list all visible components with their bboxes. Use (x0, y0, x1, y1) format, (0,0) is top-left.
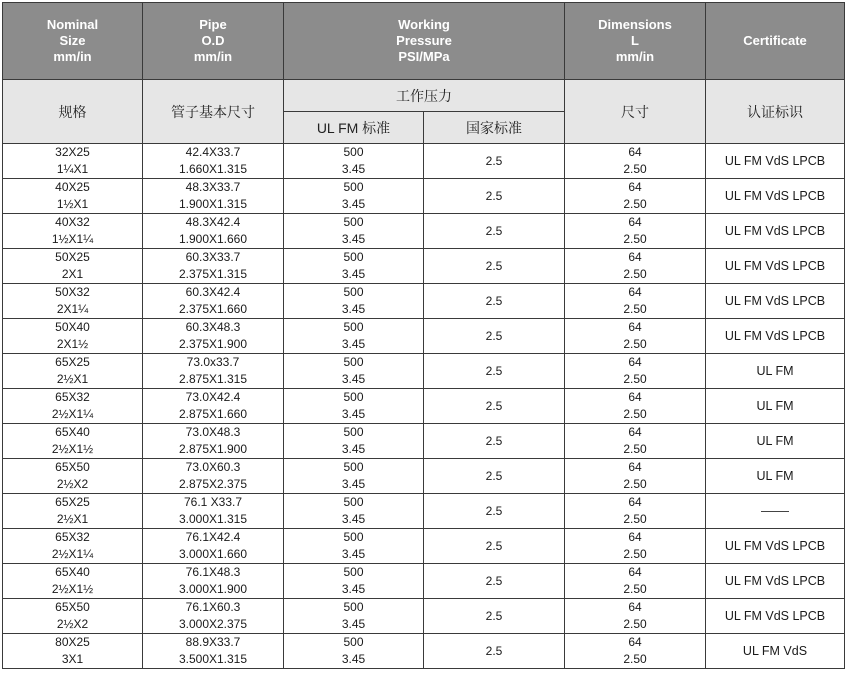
header-pressure-ul-zh: UL FM 标准 (284, 112, 424, 144)
table-row (3, 494, 845, 529)
length-mm: 64 (628, 180, 642, 194)
length-in: 2.50 (623, 337, 647, 351)
pressure-national-mpa: 2.5 (485, 573, 503, 588)
cell-pipe-od (143, 634, 284, 669)
length-mm: 64 (628, 565, 642, 579)
header-size-zh: 尺寸 (565, 80, 706, 144)
pressure-national-mpa: 2.5 (485, 608, 503, 623)
cell-nominal-size (3, 249, 143, 284)
size-mm: 65X40 (55, 565, 90, 579)
cell-nominal-size (3, 144, 143, 179)
cell-dimension-l (565, 564, 706, 599)
cell-certificate (706, 144, 845, 179)
cell-pipe-od (143, 389, 284, 424)
cell-nominal-size (3, 354, 143, 389)
cell-pressure-national (424, 214, 565, 249)
size-mm: 65X32 (55, 390, 90, 404)
header-pipe-od: Pipe O.D mm/in (143, 3, 284, 80)
pressure-mpa: 3.45 (341, 652, 366, 666)
length-mm: 64 (628, 215, 642, 229)
length-mm: 64 (628, 250, 642, 264)
size-mm: 32X25 (55, 145, 90, 159)
cell-pressure-national (424, 459, 565, 494)
cell-nominal-size (3, 494, 143, 529)
table-row (3, 179, 845, 214)
cell-pipe-od (143, 529, 284, 564)
cell-dimension-l (565, 319, 706, 354)
cell-pipe-od (143, 494, 284, 529)
cell-pressure-ul (284, 424, 424, 459)
pressure-national-mpa: 2.5 (485, 188, 503, 203)
size-in: 2X1½ (56, 337, 89, 351)
cell-pipe-od (143, 424, 284, 459)
size-mm: 50X32 (55, 285, 90, 299)
pressure-mpa: 3.45 (341, 407, 366, 421)
certificate-text: UL FM VdS LPCB (724, 573, 826, 588)
length-mm: 64 (628, 635, 642, 649)
certificate-text: UL FM VdS LPCB (724, 258, 826, 273)
table-row (3, 599, 845, 634)
table-row (3, 634, 845, 669)
size-mm: 65X50 (55, 460, 90, 474)
length-mm: 64 (628, 530, 642, 544)
size-in: 2½X2 (56, 617, 89, 631)
pressure-mpa: 3.45 (341, 197, 366, 211)
cell-pressure-ul (284, 389, 424, 424)
length-in: 2.50 (623, 442, 647, 456)
od-in: 3.000X1.315 (178, 512, 248, 526)
cell-nominal-size (3, 564, 143, 599)
cell-pressure-ul (284, 459, 424, 494)
od-mm: 42.4X33.7 (185, 145, 241, 159)
length-in: 2.50 (623, 547, 647, 561)
cell-pressure-ul (284, 494, 424, 529)
length-in: 2.50 (623, 267, 647, 281)
table-row (3, 389, 845, 424)
cell-certificate (706, 494, 845, 529)
od-in: 1.900X1.315 (178, 197, 248, 211)
od-in: 2.875X2.375 (178, 477, 248, 491)
header-certificate: Certificate (706, 3, 845, 80)
size-mm: 65X25 (55, 495, 90, 509)
length-mm: 64 (628, 460, 642, 474)
header-pipe-od-zh: 管子基本尺寸 (143, 80, 284, 144)
size-in: 2½X1½ (51, 442, 94, 456)
header-pressure-national-zh: 国家标准 (424, 112, 565, 144)
pressure-psi: 500 (343, 565, 364, 579)
cell-dimension-l (565, 354, 706, 389)
pressure-mpa: 3.45 (341, 582, 366, 596)
cell-pipe-od (143, 564, 284, 599)
cell-dimension-l (565, 494, 706, 529)
cell-certificate (706, 179, 845, 214)
certificate-text: UL FM VdS LPCB (724, 223, 826, 238)
size-in: 2X1 (61, 267, 84, 281)
od-mm: 60.3X33.7 (185, 250, 241, 264)
od-in: 2.375X1.660 (178, 302, 248, 316)
length-mm: 64 (628, 285, 642, 299)
table-row (3, 319, 845, 354)
cell-dimension-l (565, 389, 706, 424)
size-in: 2½X1 (56, 372, 89, 386)
header-dimensions: Dimensions L mm/in (565, 3, 706, 80)
cell-dimension-l (565, 599, 706, 634)
od-mm: 76.1X60.3 (185, 600, 241, 614)
cell-pipe-od (143, 284, 284, 319)
size-mm: 40X32 (55, 215, 90, 229)
cell-pressure-national (424, 634, 565, 669)
cell-nominal-size (3, 284, 143, 319)
certificate-text: UL FM VdS LPCB (724, 608, 826, 623)
table-row (3, 249, 845, 284)
cell-pressure-ul (284, 319, 424, 354)
pressure-mpa: 3.45 (341, 302, 366, 316)
size-in: 2½X1¼ (51, 547, 94, 561)
certificate-text: UL FM (756, 398, 794, 413)
od-mm: 48.3X42.4 (185, 215, 241, 229)
cell-pressure-national (424, 389, 565, 424)
length-in: 2.50 (623, 302, 647, 316)
length-in: 2.50 (623, 582, 647, 596)
cell-nominal-size (3, 389, 143, 424)
od-mm: 88.9X33.7 (185, 635, 241, 649)
pressure-psi: 500 (343, 285, 364, 299)
cell-pressure-national (424, 564, 565, 599)
cell-pressure-ul (284, 529, 424, 564)
od-mm: 60.3X42.4 (185, 285, 241, 299)
cell-pipe-od (143, 599, 284, 634)
od-in: 1.900X1.660 (178, 232, 248, 246)
size-mm: 50X40 (55, 320, 90, 334)
length-mm: 64 (628, 145, 642, 159)
pressure-national-mpa: 2.5 (485, 258, 503, 273)
english-header-row (3, 3, 845, 80)
pressure-psi: 500 (343, 145, 364, 159)
certificate-text: UL FM (756, 468, 794, 483)
cell-certificate (706, 599, 845, 634)
pressure-psi: 500 (343, 600, 364, 614)
cell-dimension-l (565, 249, 706, 284)
od-in: 2.875X1.660 (178, 407, 248, 421)
no-certificate-dash (761, 511, 789, 512)
cell-pressure-national (424, 354, 565, 389)
cell-pressure-ul (284, 284, 424, 319)
pressure-psi: 500 (343, 355, 364, 369)
cell-pipe-od (143, 319, 284, 354)
cell-certificate (706, 564, 845, 599)
cell-pipe-od (143, 459, 284, 494)
length-mm: 64 (628, 600, 642, 614)
cell-dimension-l (565, 284, 706, 319)
cell-certificate (706, 249, 845, 284)
length-mm: 64 (628, 355, 642, 369)
cell-nominal-size (3, 599, 143, 634)
cell-pressure-national (424, 179, 565, 214)
cell-certificate (706, 214, 845, 249)
pressure-psi: 500 (343, 180, 364, 194)
length-in: 2.50 (623, 477, 647, 491)
certificate-text: UL FM VdS (742, 643, 808, 658)
pressure-national-mpa: 2.5 (485, 328, 503, 343)
cell-dimension-l (565, 459, 706, 494)
cell-pressure-ul (284, 214, 424, 249)
pressure-psi: 500 (343, 425, 364, 439)
pressure-national-mpa: 2.5 (485, 223, 503, 238)
table-row (3, 564, 845, 599)
pressure-mpa: 3.45 (341, 477, 366, 491)
pressure-mpa: 3.45 (341, 267, 366, 281)
header-nominal-size: Nominal Size mm/in (3, 3, 143, 80)
size-mm: 40X25 (55, 180, 90, 194)
length-mm: 64 (628, 390, 642, 404)
pressure-national-mpa: 2.5 (485, 398, 503, 413)
pressure-national-mpa: 2.5 (485, 643, 503, 658)
cell-certificate (706, 389, 845, 424)
cell-certificate (706, 354, 845, 389)
cell-pressure-national (424, 319, 565, 354)
cell-dimension-l (565, 529, 706, 564)
length-mm: 64 (628, 495, 642, 509)
cell-pressure-ul (284, 564, 424, 599)
pressure-mpa: 3.45 (341, 442, 366, 456)
length-in: 2.50 (623, 512, 647, 526)
header-pressure-zh: 工作压力 (284, 80, 565, 112)
cell-pressure-ul (284, 144, 424, 179)
od-mm: 73.0x33.7 (186, 355, 240, 369)
certificate-text: UL FM VdS LPCB (724, 188, 826, 203)
pressure-psi: 500 (343, 635, 364, 649)
od-in: 2.375X1.900 (178, 337, 248, 351)
od-mm: 60.3X48.3 (185, 320, 241, 334)
size-in: 1¼X1 (56, 162, 89, 176)
cell-pressure-ul (284, 634, 424, 669)
pressure-national-mpa: 2.5 (485, 468, 503, 483)
cell-certificate (706, 424, 845, 459)
od-mm: 76.1X42.4 (185, 530, 241, 544)
pressure-mpa: 3.45 (341, 162, 366, 176)
od-in: 2.875X1.315 (178, 372, 248, 386)
table-body (3, 144, 845, 669)
cell-certificate (706, 319, 845, 354)
od-mm: 48.3X33.7 (185, 180, 241, 194)
od-in: 3.000X1.660 (178, 547, 248, 561)
table-row (3, 284, 845, 319)
pressure-national-mpa: 2.5 (485, 433, 503, 448)
size-in: 2½X2 (56, 477, 89, 491)
certificate-text: UL FM (756, 363, 794, 378)
od-in: 2.875X1.900 (178, 442, 248, 456)
header-cert-zh: 认证标识 (706, 80, 845, 144)
pressure-psi: 500 (343, 320, 364, 334)
size-in: 2X1¼ (56, 302, 89, 316)
length-in: 2.50 (623, 162, 647, 176)
pressure-psi: 500 (343, 460, 364, 474)
cell-dimension-l (565, 179, 706, 214)
cell-certificate (706, 459, 845, 494)
length-in: 2.50 (623, 652, 647, 666)
od-in: 2.375X1.315 (178, 267, 248, 281)
size-in: 1½X1 (56, 197, 89, 211)
cell-nominal-size (3, 424, 143, 459)
cell-pressure-ul (284, 249, 424, 284)
pressure-national-mpa: 2.5 (485, 153, 503, 168)
size-mm: 65X32 (55, 530, 90, 544)
cell-nominal-size (3, 214, 143, 249)
pressure-psi: 500 (343, 530, 364, 544)
pressure-mpa: 3.45 (341, 617, 366, 631)
cell-certificate (706, 529, 845, 564)
table-row (3, 354, 845, 389)
spec-table (2, 2, 845, 669)
cell-dimension-l (565, 424, 706, 459)
size-mm: 65X25 (55, 355, 90, 369)
cell-certificate (706, 634, 845, 669)
cell-pressure-national (424, 599, 565, 634)
length-in: 2.50 (623, 407, 647, 421)
pressure-mpa: 3.45 (341, 547, 366, 561)
cell-dimension-l (565, 634, 706, 669)
table-row (3, 459, 845, 494)
size-in: 3X1 (61, 652, 84, 666)
cell-pressure-national (424, 529, 565, 564)
chinese-header-row (3, 80, 845, 112)
od-in: 3.000X2.375 (178, 617, 248, 631)
od-mm: 73.0X48.3 (185, 425, 241, 439)
cell-pipe-od (143, 249, 284, 284)
pressure-mpa: 3.45 (341, 337, 366, 351)
cell-pressure-national (424, 284, 565, 319)
od-mm: 76.1 X33.7 (183, 495, 243, 509)
certificate-text: UL FM VdS LPCB (724, 328, 826, 343)
pressure-national-mpa: 2.5 (485, 503, 503, 518)
length-in: 2.50 (623, 197, 647, 211)
cell-pressure-national (424, 494, 565, 529)
size-in: 2½X1 (56, 512, 89, 526)
pressure-mpa: 3.45 (341, 232, 366, 246)
length-in: 2.50 (623, 617, 647, 631)
cell-pipe-od (143, 354, 284, 389)
table-row (3, 424, 845, 459)
pressure-national-mpa: 2.5 (485, 538, 503, 553)
pressure-psi: 500 (343, 390, 364, 404)
certificate-text: UL FM (756, 433, 794, 448)
size-mm: 65X50 (55, 600, 90, 614)
cell-nominal-size (3, 319, 143, 354)
cell-pipe-od (143, 214, 284, 249)
od-mm: 73.0X60.3 (185, 460, 241, 474)
cell-nominal-size (3, 179, 143, 214)
cell-pressure-ul (284, 354, 424, 389)
cell-dimension-l (565, 144, 706, 179)
od-in: 3.500X1.315 (178, 652, 248, 666)
pressure-mpa: 3.45 (341, 512, 366, 526)
cell-dimension-l (565, 214, 706, 249)
size-in: 1½X1¼ (51, 232, 94, 246)
length-in: 2.50 (623, 372, 647, 386)
cell-pressure-ul (284, 179, 424, 214)
cell-pressure-national (424, 424, 565, 459)
length-mm: 64 (628, 425, 642, 439)
cell-pressure-national (424, 249, 565, 284)
size-mm: 50X25 (55, 250, 90, 264)
header-working-pressure: Working Pressure PSI/MPa (284, 3, 565, 80)
pressure-national-mpa: 2.5 (485, 363, 503, 378)
length-mm: 64 (628, 320, 642, 334)
cell-nominal-size (3, 529, 143, 564)
certificate-text: UL FM VdS LPCB (724, 293, 826, 308)
size-in: 2½X1¼ (51, 407, 94, 421)
cell-pressure-national (424, 144, 565, 179)
cell-pipe-od (143, 144, 284, 179)
pressure-psi: 500 (343, 250, 364, 264)
od-in: 1.660X1.315 (178, 162, 248, 176)
cell-certificate (706, 284, 845, 319)
cell-pipe-od (143, 179, 284, 214)
cell-pressure-ul (284, 599, 424, 634)
size-mm: 65X40 (55, 425, 90, 439)
certificate-text: UL FM VdS LPCB (724, 153, 826, 168)
length-in: 2.50 (623, 232, 647, 246)
certificate-text: UL FM VdS LPCB (724, 538, 826, 553)
table-row (3, 529, 845, 564)
pressure-mpa: 3.45 (341, 372, 366, 386)
table-row (3, 214, 845, 249)
pressure-psi: 500 (343, 495, 364, 509)
size-in: 2½X1½ (51, 582, 94, 596)
pressure-psi: 500 (343, 215, 364, 229)
header-spec-zh: 规格 (3, 80, 143, 144)
pressure-national-mpa: 2.5 (485, 293, 503, 308)
cell-nominal-size (3, 634, 143, 669)
od-mm: 73.0X42.4 (185, 390, 241, 404)
od-mm: 76.1X48.3 (185, 565, 241, 579)
cell-nominal-size (3, 459, 143, 494)
table-row (3, 144, 845, 179)
od-in: 3.000X1.900 (178, 582, 248, 596)
size-mm: 80X25 (55, 635, 90, 649)
